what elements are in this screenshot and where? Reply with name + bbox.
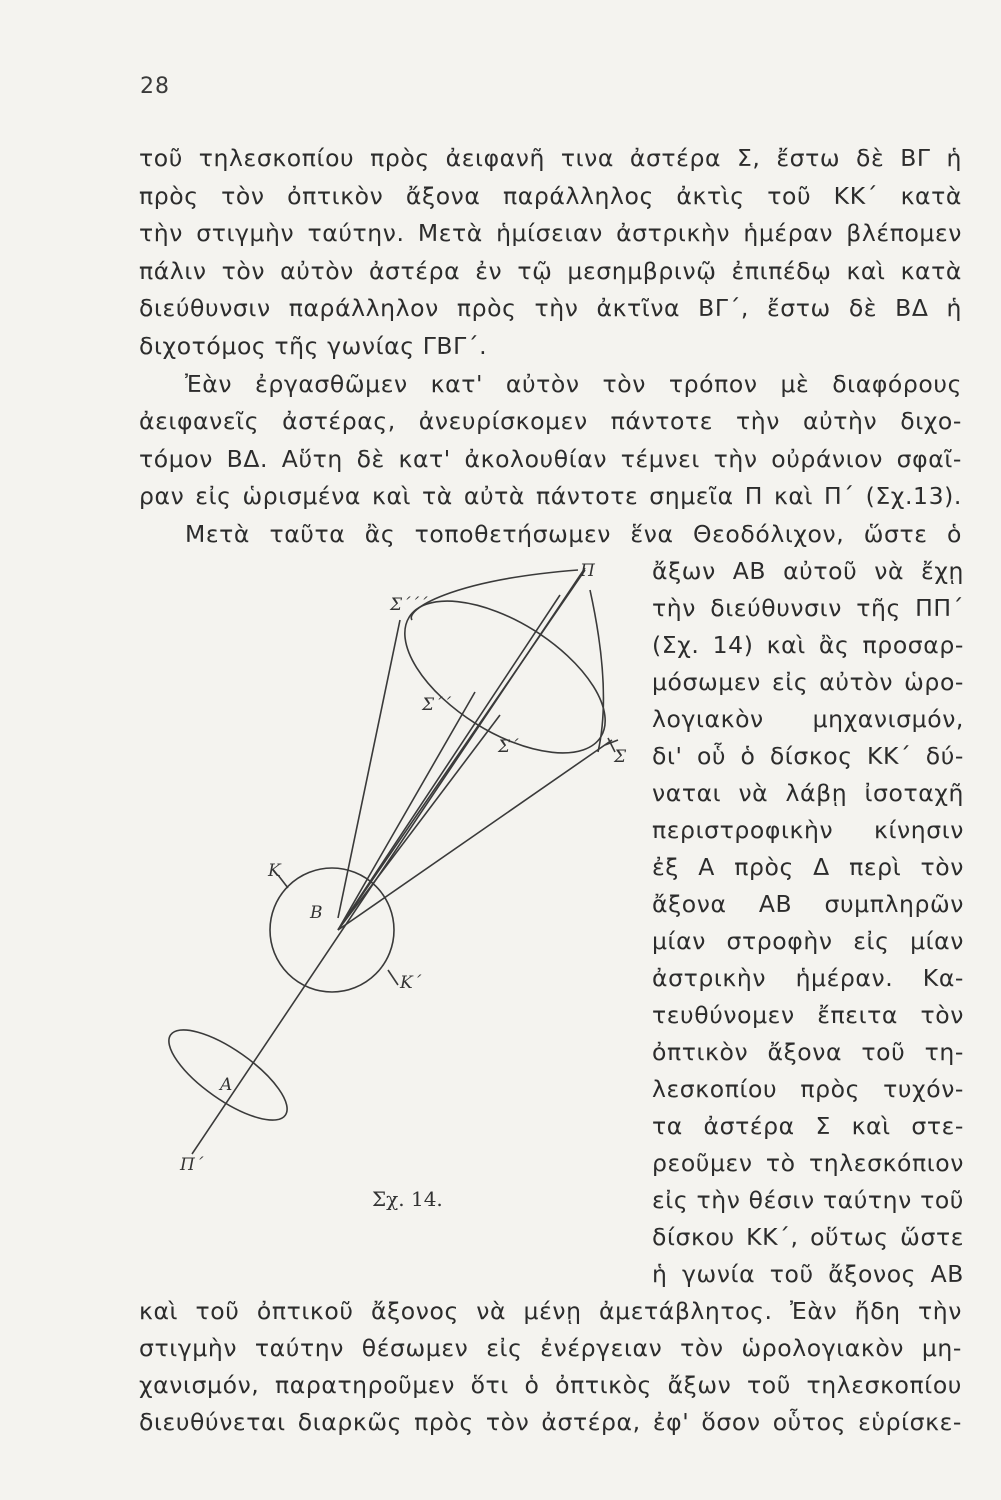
text-line: μίαν στροφὴν εἰς μίαν — [652, 927, 964, 955]
text-line: διευθύνεται διαρκῶς πρὸς τὸν ἀστέρα, ἐφ' ὅσον οὗτος εὑρίσκε- — [139, 1408, 962, 1436]
text-line: δίσκου ΚΚ΄, οὕτως ὥστε — [652, 1223, 964, 1251]
label-k: Κ — [268, 861, 281, 881]
cone-side-left — [338, 620, 400, 918]
label-pi: Π — [580, 561, 595, 581]
text-line: ὀπτικὸν ἄξονα τοῦ τη- — [652, 1038, 964, 1066]
text-line: ἡ γωνία τοῦ ἄξονος ΑΒ — [652, 1260, 964, 1288]
text-line: διεύθυνσιν παράλληλον πρὸς τὴν ἀκτῖνα ΒΓ΄, ἔστω δὲ ΒΔ ἡ — [139, 294, 962, 322]
figure-caption: Σχ. 14. — [372, 1187, 443, 1211]
text-line: λεσκοπίου πρὸς τυχόν- — [652, 1075, 964, 1103]
text-line: χανισμόν, παρατηροῦμεν ὅτι ὁ ὀπτικὸς ἄξων τοῦ τηλεσκοπίου — [139, 1371, 962, 1399]
text-line: ναται νὰ λάβῃ ἰσοταχῆ — [652, 779, 964, 807]
text-line: δι' οὗ ὁ δίσκος ΚΚ΄ δύ- — [652, 742, 964, 770]
ray-b-sigma — [338, 740, 612, 930]
text-line: τα ἀστέρα Σ καὶ στε- — [652, 1112, 964, 1140]
text-line: τόμον ΒΔ. Αὕτη δὲ κατ' ἀκολουθίαν τέμνει τὴν οὐράνιον σφαῖ- — [139, 445, 962, 473]
label-sigma-double: Σ΄΄ — [422, 695, 452, 715]
axis-ab — [192, 568, 585, 1154]
text-line: τὴν στιγμὴν ταύτην. Μετὰ ἡμίσειαν ἀστρικὴν ἡμέραν βλέπομεν — [139, 219, 962, 247]
text-line: Ἐὰν ἐργασθῶμεν κατ' αὐτὸν τὸν τρόπον μὲ διαφόρους — [185, 370, 962, 398]
text-line: ἄξονα ΑΒ συμπληρῶν — [652, 890, 964, 918]
disc-kk — [270, 868, 394, 992]
text-line: (Σχ. 14) καὶ ἂς προσαρ- — [652, 631, 964, 659]
label-a: Α — [220, 1075, 233, 1095]
cone-outline — [411, 570, 578, 620]
text-line: ἐξ Α πρὸς Δ περὶ τὸν — [652, 853, 964, 881]
text-line: τευθύνομεν ἔπειτα τὸν — [652, 1001, 964, 1029]
text-line: ἄξων ΑΒ αὐτοῦ νὰ ἔχῃ — [652, 557, 964, 585]
ray-b-sigma1 — [338, 715, 500, 930]
label-sigma-triple: Σ΄΄΄ — [390, 595, 428, 615]
text-line: μόσωμεν εἰς αὐτὸν ὡρο- — [652, 668, 964, 696]
k-prime-tick — [388, 970, 398, 985]
text-line: τὴν διεύθυνσιν τῆς ΠΠ΄ — [652, 594, 964, 622]
figure-14-diagram — [150, 540, 630, 1190]
text-line: Μετὰ ταῦτα ἂς τοποθετήσωμεν ἕνα Θεοδόλιχον, ὥστε ὁ — [185, 520, 962, 548]
text-line: ἀειφανεῖς ἀστέρας, ἀνευρίσκομεν πάντοτε τὴν αὐτὴν διχο- — [139, 407, 962, 435]
text-line: λογιακὸν μηχανισμόν, — [652, 705, 964, 733]
text-line: περιστροφικὴν κίνησιν — [652, 816, 964, 844]
cone-side-right — [590, 590, 603, 752]
text-line: πάλιν τὸν αὐτὸν ἀστέρα ἐν τῷ μεσημβρινῷ ἐπιπέδῳ καὶ κατὰ — [139, 257, 962, 285]
text-line: ρεοῦμεν τὸ τηλεσκόπιον — [652, 1149, 964, 1177]
label-sigma-prime: Σ΄ — [498, 737, 519, 757]
text-line: τοῦ τηλεσκοπίου πρὸς ἀειφανῆ τινα ἀστέρα Σ, ἔστω δὲ ΒΓ ἡ — [139, 144, 962, 172]
page-number: 28 — [140, 74, 170, 99]
text-line: διχοτόμος τῆς γωνίας ΓΒΓ΄. — [139, 332, 488, 360]
text-line: ἀστρικὴν ἡμέραν. Κα- — [652, 964, 964, 992]
ray-b-sigma3 — [338, 595, 560, 930]
text-line: πρὸς τὸν ὀπτικὸν ἄξονα παράλληλος ἀκτὶς τοῦ ΚΚ΄ κατὰ — [139, 182, 962, 210]
label-b: Β — [310, 903, 323, 923]
text-line: ραν εἰς ὡρισμένα καὶ τὰ αὐτὰ πάντοτε σημεῖα Π καὶ Π΄ (Σχ.13). — [139, 482, 962, 510]
text-line: στιγμὴν ταύτην θέσωμεν εἰς ἐνέργειαν τὸν ὡρολογιακὸν μη- — [139, 1334, 962, 1362]
label-sigma: Σ — [614, 747, 627, 767]
text-line: εἰς τὴν θέσιν ταύτην τοῦ — [652, 1186, 964, 1214]
text-line: καὶ τοῦ ὀπτικοῦ ἄξονος νὰ μένῃ ἀμετάβλητος. Ἐὰν ἤδη τὴν — [139, 1297, 962, 1325]
label-k-prime: Κ΄ — [400, 973, 422, 993]
ray-b-sigma2 — [338, 692, 475, 930]
label-pi-prime: Π΄ — [180, 1155, 204, 1175]
